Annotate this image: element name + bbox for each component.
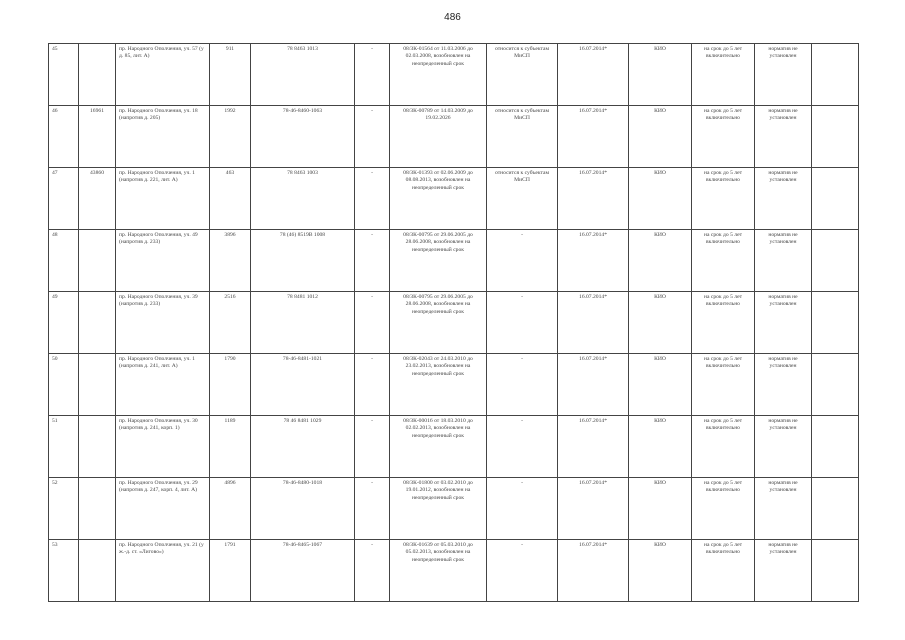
row-number: 46	[49, 106, 79, 168]
address-cell: пр. Народного Ополчения, уч. 39 (напротив д. 233)	[116, 292, 210, 354]
empty-cell	[812, 540, 859, 602]
table-row	[49, 354, 859, 416]
date-cell: 16.07.2014*	[558, 168, 629, 230]
empty-cell	[812, 416, 859, 478]
term-cell: на срок до 5 лет включительно	[692, 416, 755, 478]
code-cell: 78 (46) 8519В 1008	[251, 230, 355, 292]
code-cell: 78 8463 1013	[251, 44, 355, 106]
registry-cell: -	[355, 354, 390, 416]
area-cell: 2516	[210, 292, 251, 354]
code-cell: 78 8481 1012	[251, 292, 355, 354]
document-cell: 08/ЗК-01800 от 03.02.2010 до 19.01.2012, возобновлен на неопределенный срок	[390, 478, 487, 540]
authority-cell: КИО	[629, 540, 692, 602]
area-cell: 1790	[210, 354, 251, 416]
norm-cell: норматив не установлен	[755, 106, 812, 168]
subject-cell: относится к субъектам МиСП	[487, 44, 558, 106]
table-row	[49, 416, 859, 478]
empty-cell	[812, 230, 859, 292]
norm-cell: норматив не установлен	[755, 416, 812, 478]
registry-cell: -	[355, 44, 390, 106]
subject-cell: -	[487, 478, 558, 540]
subject-cell: относится к субъектам МиСП	[487, 106, 558, 168]
address-cell: пр. Народного Ополчения, уч. 1 (напротив д. 221, лит. А)	[116, 168, 210, 230]
table-row	[49, 540, 859, 602]
area-cell: 1992	[210, 106, 251, 168]
cadastral-cell	[79, 540, 116, 602]
cadastral-cell: 43860	[79, 168, 116, 230]
term-cell: на срок до 5 лет включительно	[692, 168, 755, 230]
cadastral-cell	[79, 292, 116, 354]
document-cell: 08/ЗК-01564 от 11.03.2006 до 02.03.2008, возобновлен на неопределенный срок	[390, 44, 487, 106]
row-number: 45	[49, 44, 79, 106]
subject-cell: -	[487, 292, 558, 354]
code-cell: 78-46-8480-1018	[251, 478, 355, 540]
term-cell: на срок до 5 лет включительно	[692, 106, 755, 168]
norm-cell: норматив не установлен	[755, 44, 812, 106]
address-cell: пр. Народного Ополчения, уч. 49 (напротив д. 233)	[116, 230, 210, 292]
term-cell: на срок до 5 лет включительно	[692, 540, 755, 602]
code-cell: 78-46-8481-1021	[251, 354, 355, 416]
area-cell: 911	[210, 44, 251, 106]
row-number: 53	[49, 540, 79, 602]
document-cell: 08/ЗК-00016 от 18.03.2010 до 02.02.2013, возобновлен на неопределенный срок	[390, 416, 487, 478]
address-cell: пр. Народного Ополчения, уч. 18 (напротив д. 205)	[116, 106, 210, 168]
cadastral-cell	[79, 44, 116, 106]
address-cell: пр. Народного Ополчения, уч. 29 (напротив д. 247, корп. 4, лит. А)	[116, 478, 210, 540]
term-cell: на срок до 5 лет включительно	[692, 292, 755, 354]
registry-table	[48, 43, 859, 602]
norm-cell: норматив не установлен	[755, 230, 812, 292]
address-cell: пр. Народного Ополчения, уч. 1 (напротив д. 241, лит. А)	[116, 354, 210, 416]
registry-cell: -	[355, 292, 390, 354]
table-row	[49, 168, 859, 230]
address-cell: пр. Народного Ополчения, уч. 21 (у ж.-д. ст. «Лигово»)	[116, 540, 210, 602]
cadastral-cell	[79, 230, 116, 292]
code-cell: 78 8463 1003	[251, 168, 355, 230]
date-cell: 16.07.2014*	[558, 292, 629, 354]
date-cell: 16.07.2014*	[558, 540, 629, 602]
registry-cell: -	[355, 230, 390, 292]
authority-cell: КИО	[629, 354, 692, 416]
document-cell: 08/ЗК-00795 от 29.06.2005 до 28.06.2008, возобновлен на неопределенный срок	[390, 292, 487, 354]
norm-cell: норматив не установлен	[755, 478, 812, 540]
subject-cell: -	[487, 540, 558, 602]
document-cell: 08/ЗК-00789 от 14.03.2009 до 19.02.2026	[390, 106, 487, 168]
row-number: 48	[49, 230, 79, 292]
row-number: 47	[49, 168, 79, 230]
table-row	[49, 44, 859, 106]
code-cell: 78-46-8460-1063	[251, 106, 355, 168]
document-cell: 08/ЗК-00795 от 29.06.2005 до 28.06.2008, возобновлен на неопределенный срок	[390, 230, 487, 292]
empty-cell	[812, 44, 859, 106]
row-number: 51	[49, 416, 79, 478]
address-cell: пр. Народного Ополчения, уч. 57 (у д. 85, лит. А)	[116, 44, 210, 106]
term-cell: на срок до 5 лет включительно	[692, 44, 755, 106]
subject-cell: относится к субъектам МиСП	[487, 168, 558, 230]
empty-cell	[812, 478, 859, 540]
date-cell: 16.07.2014*	[558, 44, 629, 106]
row-number: 50	[49, 354, 79, 416]
empty-cell	[812, 354, 859, 416]
authority-cell: КИО	[629, 44, 692, 106]
registry-cell: -	[355, 416, 390, 478]
address-cell: пр. Народного Ополчения, уч. 30 (напротив д. 241, корп. 1)	[116, 416, 210, 478]
subject-cell: -	[487, 416, 558, 478]
registry-cell: -	[355, 106, 390, 168]
code-cell: 78 46 8481 1029	[251, 416, 355, 478]
authority-cell: КИО	[629, 168, 692, 230]
authority-cell: КИО	[629, 230, 692, 292]
term-cell: на срок до 5 лет включительно	[692, 354, 755, 416]
row-number: 49	[49, 292, 79, 354]
cadastral-cell	[79, 354, 116, 416]
document-cell: 08/ЗК-01393 от 02.06.2009 до 08.08.2013, возобновлен на неопределенный срок	[390, 168, 487, 230]
area-cell: 4896	[210, 478, 251, 540]
empty-cell	[812, 168, 859, 230]
document-cell: 08/ЗК-01639 от 05.03.2010 до 05.02.2013, возобновлен на неопределенный срок	[390, 540, 487, 602]
document-cell: 08/ЗК-02043 от 24.03.2010 до 23.02.2013, возобновлен на неопределенный срок	[390, 354, 487, 416]
table-row	[49, 478, 859, 540]
subject-cell: -	[487, 354, 558, 416]
page-number: 486	[444, 12, 461, 23]
norm-cell: норматив не установлен	[755, 168, 812, 230]
authority-cell: КИО	[629, 416, 692, 478]
date-cell: 16.07.2014*	[558, 106, 629, 168]
subject-cell: -	[487, 230, 558, 292]
norm-cell: норматив не установлен	[755, 540, 812, 602]
registry-cell: -	[355, 478, 390, 540]
term-cell: на срок до 5 лет включительно	[692, 230, 755, 292]
area-cell: 463	[210, 168, 251, 230]
registry-cell: -	[355, 540, 390, 602]
authority-cell: КИО	[629, 478, 692, 540]
norm-cell: норматив не установлен	[755, 354, 812, 416]
date-cell: 16.07.2014*	[558, 354, 629, 416]
empty-cell	[812, 292, 859, 354]
area-cell: 1791	[210, 540, 251, 602]
table-body	[49, 44, 859, 602]
table-row	[49, 292, 859, 354]
date-cell: 16.07.2014*	[558, 416, 629, 478]
authority-cell: КИО	[629, 292, 692, 354]
table-row	[49, 230, 859, 292]
term-cell: на срок до 5 лет включительно	[692, 478, 755, 540]
cadastral-cell: 16961	[79, 106, 116, 168]
date-cell: 16.07.2014*	[558, 230, 629, 292]
table-row	[49, 106, 859, 168]
row-number: 52	[49, 478, 79, 540]
registry-cell: -	[355, 168, 390, 230]
authority-cell: КИО	[629, 106, 692, 168]
norm-cell: норматив не установлен	[755, 292, 812, 354]
area-cell: 3896	[210, 230, 251, 292]
cadastral-cell	[79, 416, 116, 478]
date-cell: 16.07.2014*	[558, 478, 629, 540]
area-cell: 1189	[210, 416, 251, 478]
cadastral-cell	[79, 478, 116, 540]
code-cell: 78-46-8465-1067	[251, 540, 355, 602]
empty-cell	[812, 106, 859, 168]
